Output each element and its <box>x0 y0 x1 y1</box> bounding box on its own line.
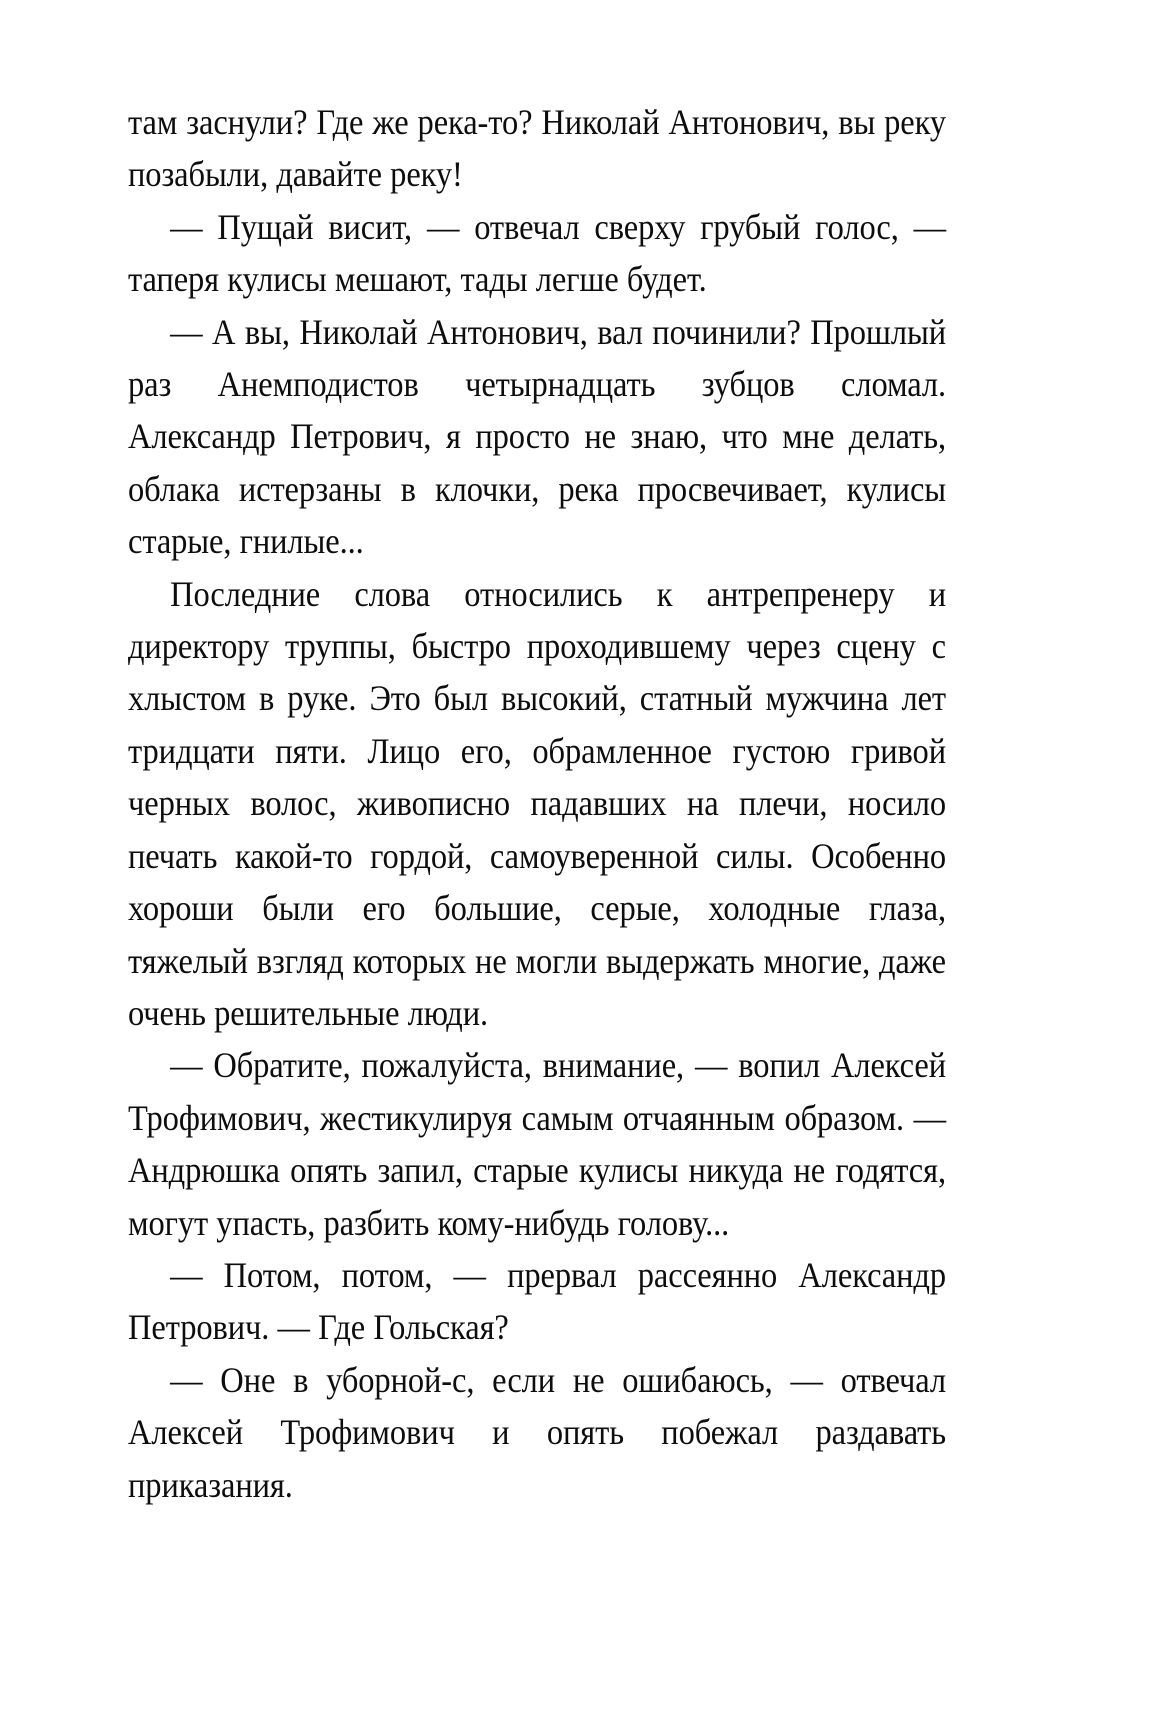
paragraph-3: — А вы, Николай Антонович, вал починили? Прошлый раз Анемподистов четырнадцать зубцов сломал. Александр Петрович, я просто не знаю, что мне делать, облака истерзаны в клочки, река просвечивает, кулисы старые, гнилые... <box>128 311 947 562</box>
paragraph-2: — Пущай висит, — отвечал сверху грубый голос, — таперя кулисы мешают, тады легше будет. <box>128 206 947 300</box>
paragraph-6: — Потом, потом, — прервал рассеянно Александр Петрович. — Где Гольская? <box>128 1254 947 1348</box>
paragraph-7: — Оне в уборной-с, если не ошибаюсь, — отвечал Алексей Трофимович и опять побежал раздавать приказания. <box>128 1359 947 1505</box>
paragraph-4: Последние слова относились к антрепренеру и директору труппы, быстро проходившему через сцену с хлыстом в руке. Это был высокий, статный мужчина лет тридцати пяти. Лицо его, обрамленное густою гривой черных волос, живописно падавших на плечи, носило печать какой-то гордой, самоуверенной силы. Особенно хороши были его большие, серые, холодные глаза, тяжелый взгляд которых не могли выдержать многие, даже очень решительные люди. <box>128 573 947 1033</box>
text-column <box>128 96 946 1511</box>
paragraph-1: там заснули? Где же река-то? Николай Антонович, вы реку позабыли, давайте реку! <box>128 102 947 195</box>
paragraph-5: — Обратите, пожалуйста, внимание, — вопил Алексей Трофимович, жестикулируя самым отчаянным образом. — Андрюшка опять запил, старые кулисы никуда не годятся, могут упасть, разбить кому-нибудь голову... <box>128 1045 947 1243</box>
